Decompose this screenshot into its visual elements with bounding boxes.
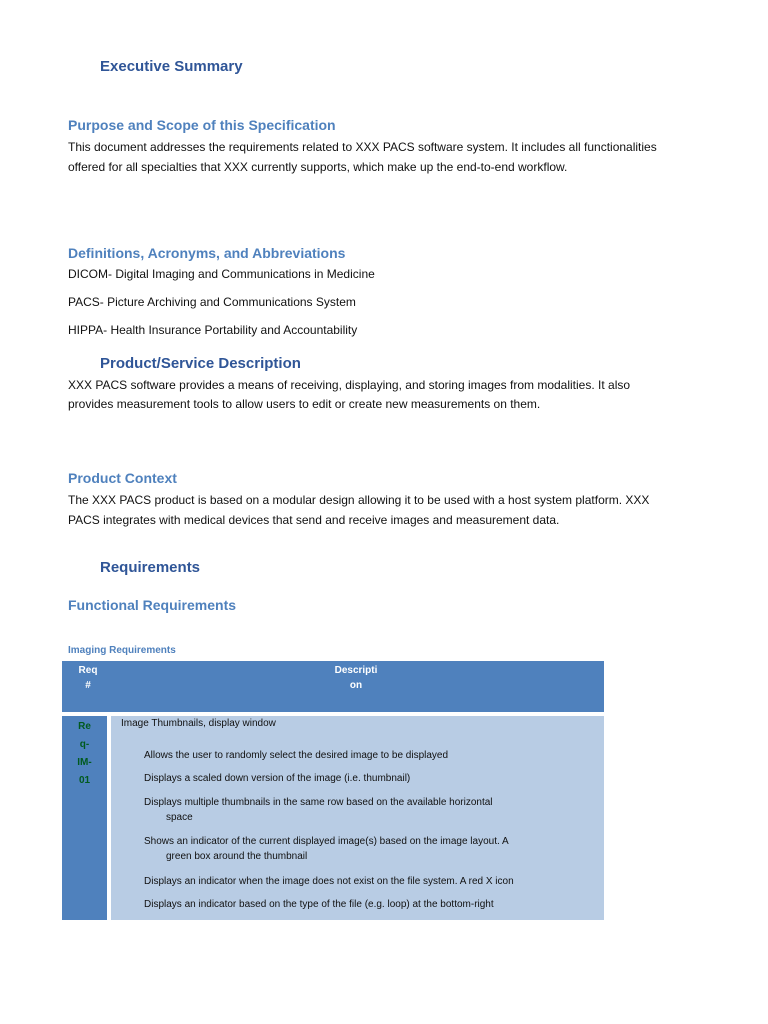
requirement-description-cell [111, 716, 604, 920]
definition-pacs: PACS- Picture Archiving and Communications System [68, 295, 356, 309]
requirement-item-continuation: green box around the thumbnail [166, 851, 308, 862]
header-req-line-1: Req [78, 665, 98, 676]
requirement-item-text: Displays an indicator based on the type of the file (e.g. loop) at the bottom-right [144, 899, 494, 910]
requirement-id [62, 718, 107, 790]
executive-summary-heading: Executive Summary [100, 58, 243, 75]
requirement-id-line: Re [78, 721, 91, 732]
requirement-item [144, 748, 584, 763]
header-description-line-2: on [349, 680, 363, 691]
purpose-text-line-2: offered for all specialties that XXX currently supports, which make up the end-to-end workflow. [68, 160, 568, 174]
requirement-title: Image Thumbnails, display window [121, 718, 276, 729]
requirement-item [144, 795, 584, 825]
functional-requirements-heading: Functional Requirements [68, 597, 237, 613]
definitions-heading: Definitions, Acronyms, and Abbreviations [68, 245, 346, 261]
requirement-item [144, 874, 584, 889]
purpose-heading: Purpose and Scope of this Specification [68, 117, 336, 133]
requirement-id-line: q- [79, 739, 90, 750]
requirement-item-continuation: space [166, 812, 193, 823]
imaging-requirements-caption: Imaging Requirements [68, 645, 176, 656]
definition-dicom: DICOM- Digital Imaging and Communications in Medicine [68, 267, 375, 281]
definition-hippa: HIPPA- Health Insurance Portability and Accountability [68, 323, 358, 337]
requirement-item-text: Allows the user to randomly select the desired image to be displayed [144, 750, 449, 761]
product-context-line-1: The XXX PACS product is based on a modular design allowing it to be used with a host system platform. XXX [68, 493, 650, 507]
requirement-item [144, 771, 584, 786]
header-req-line-2: # [85, 680, 91, 691]
requirement-id-line: 01 [78, 775, 91, 786]
requirement-item-text: Displays a scaled down version of the image (i.e. thumbnail) [144, 773, 411, 784]
header-req-cell [62, 663, 114, 693]
product-description-line-2: provides measurement tools to allow users to edit or create new measurements on them. [68, 397, 541, 411]
requirement-item [144, 897, 584, 912]
product-context-heading: Product Context [68, 470, 177, 486]
purpose-text-line-1: This document addresses the requirements related to XXX PACS software system. It includes all functionalities [68, 140, 657, 154]
product-description-line-1: XXX PACS software provides a means of receiving, displaying, and storing images from modalities. It also [68, 378, 631, 392]
requirement-id-cell [62, 716, 107, 920]
requirements-heading: Requirements [100, 559, 201, 576]
requirement-item-text: Displays an indicator when the image does not exist on the file system. A red X icon [144, 876, 514, 887]
requirement-item [144, 834, 584, 864]
product-context-line-2: PACS integrates with medical devices that send and receive images and measurement data. [68, 513, 560, 527]
requirement-item-text: Displays multiple thumbnails in the same row based on the available horizontal [144, 797, 493, 808]
requirement-id-line: IM- [77, 757, 92, 768]
product-description-heading: Product/Service Description [100, 355, 301, 372]
requirement-item-text: Shows an indicator of the current displayed image(s) based on the image layout. A [144, 836, 509, 847]
table-header [62, 661, 604, 712]
header-description-cell [328, 663, 384, 693]
header-description-line-1: Descripti [334, 665, 378, 676]
